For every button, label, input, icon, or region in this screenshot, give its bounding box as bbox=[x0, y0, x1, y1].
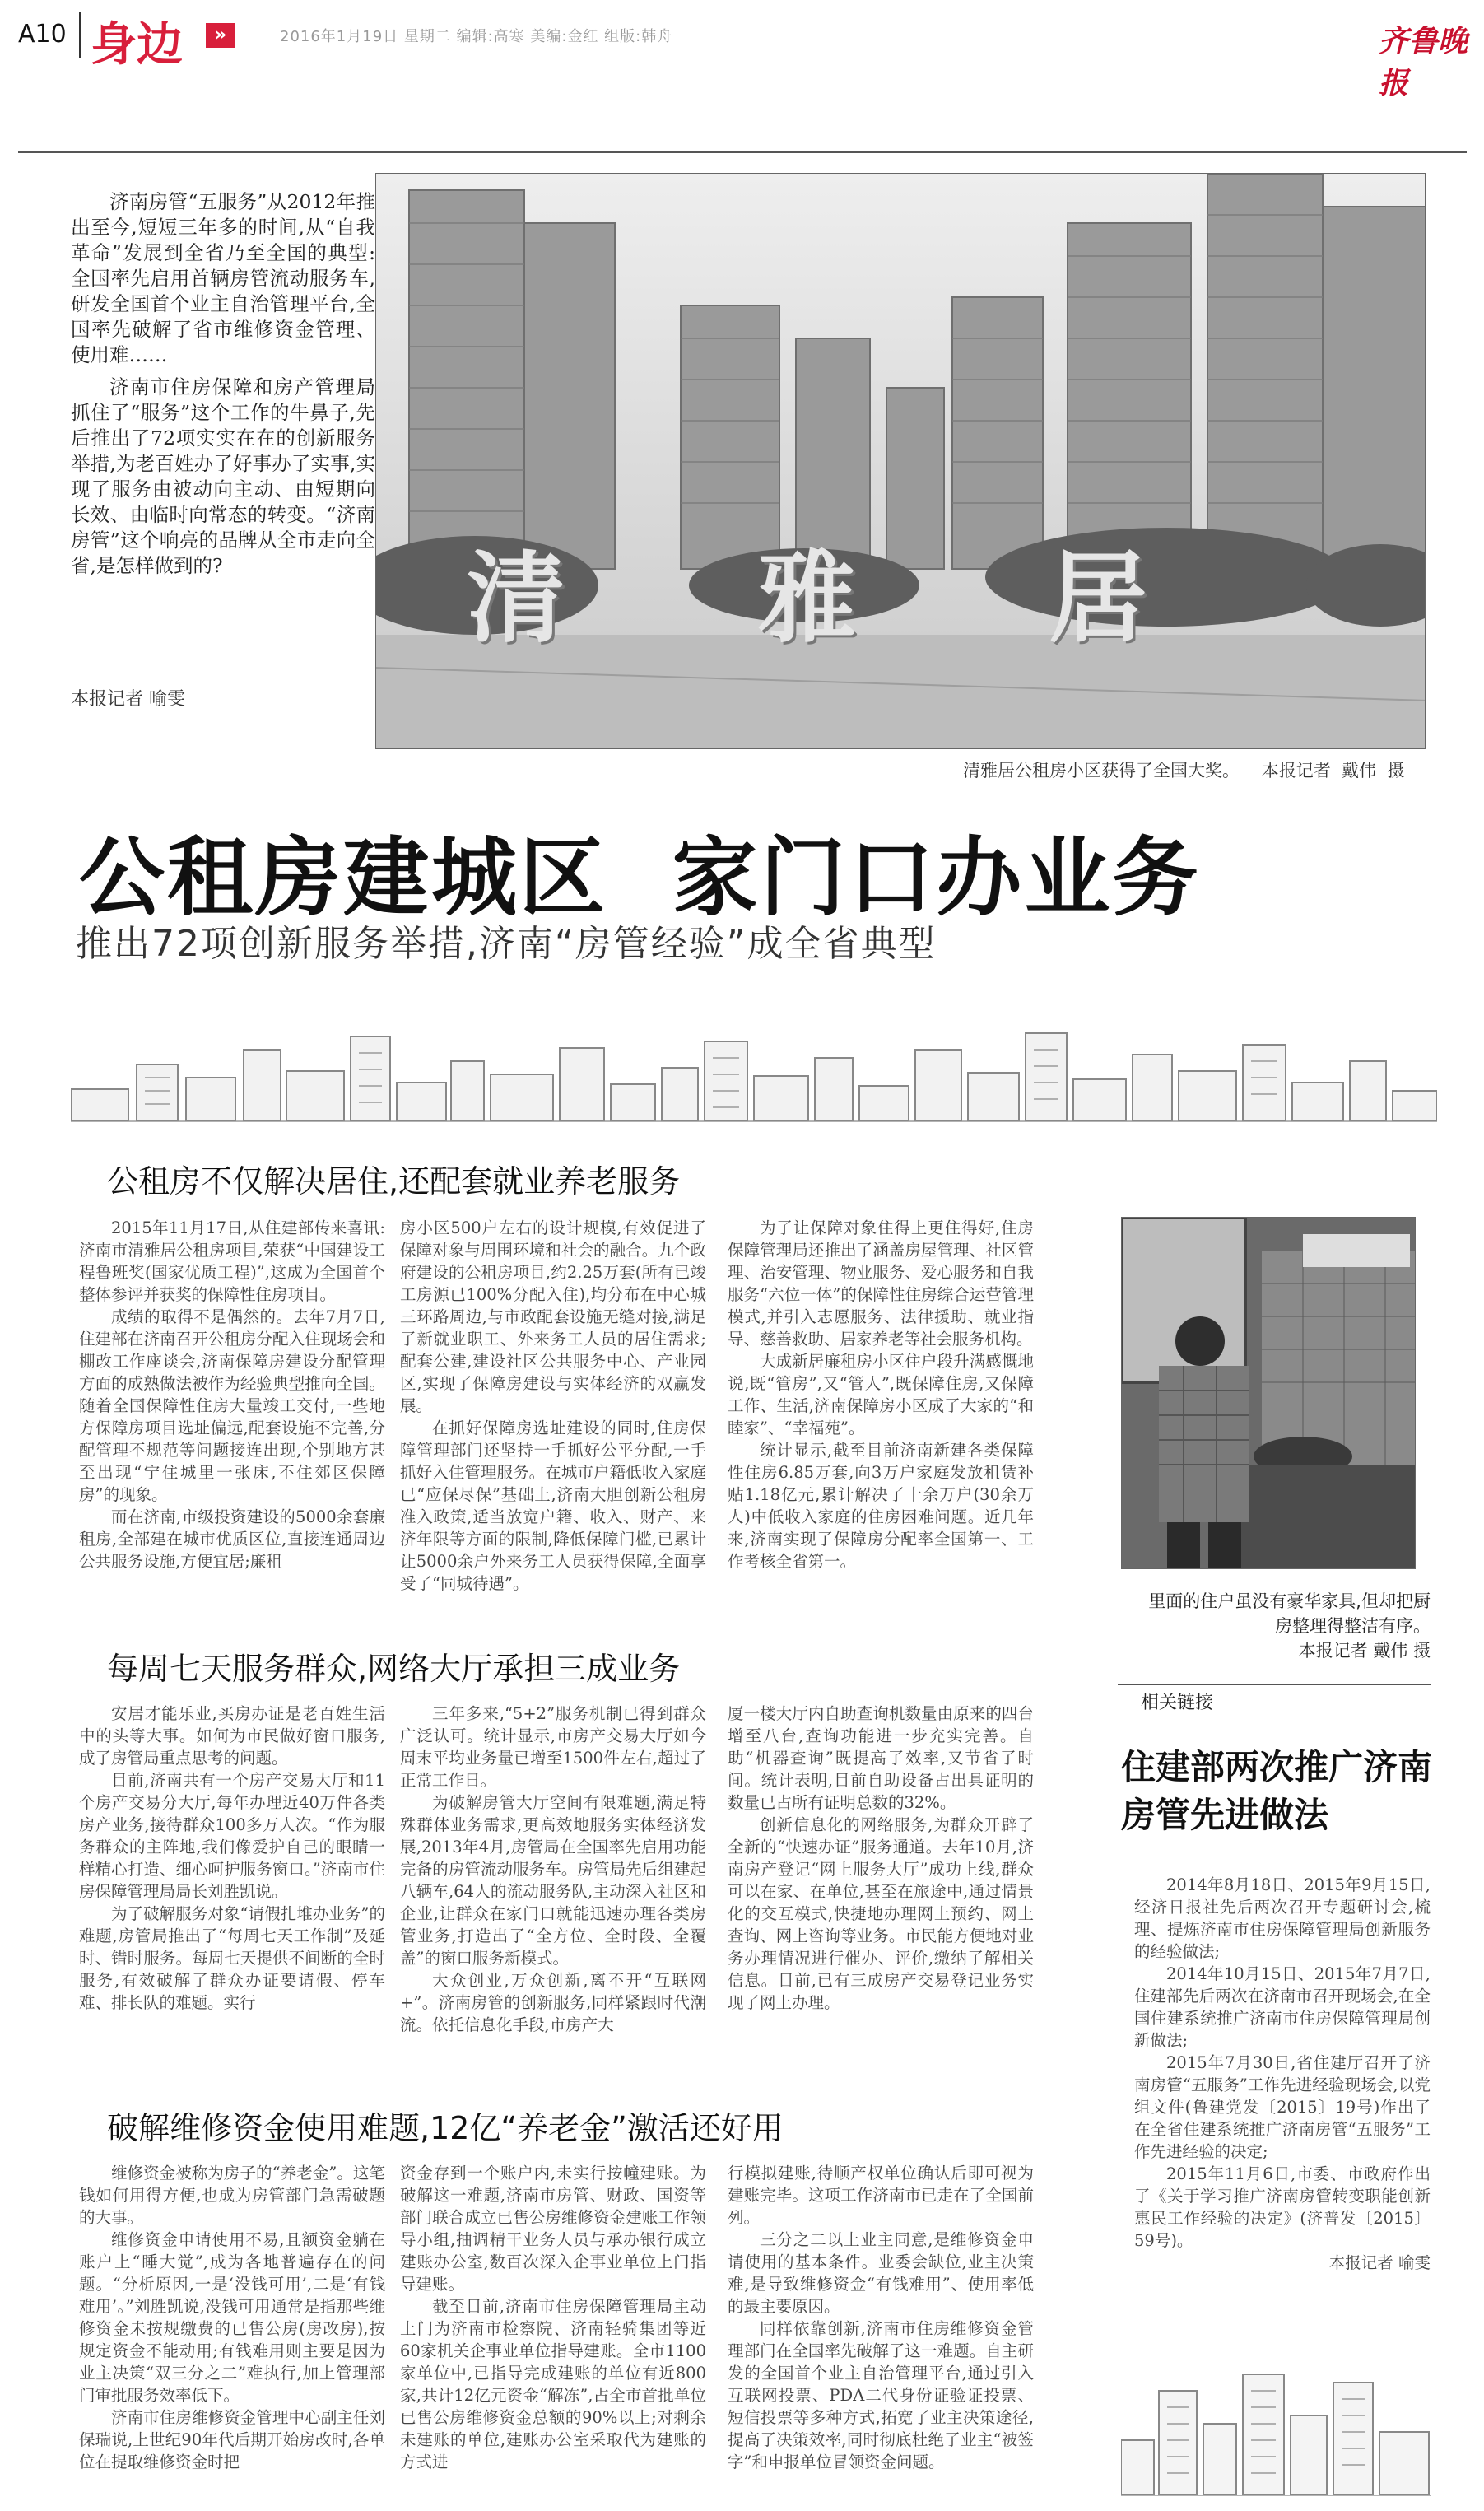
section2-column-2 bbox=[400, 1703, 706, 2036]
intro-reporter: 本报记者 喻雯 bbox=[71, 689, 185, 710]
newspaper-logo: 齐鲁晚报 bbox=[1379, 24, 1468, 100]
paragraph: 2015年7月30日,省住建厅召开了济南房管“五服务”工作先进经验现场会,以党组文件(鲁建党发〔2015〕19号)作出了在全省住建系统推广济南房管“五服务”工作先进经验的决定; bbox=[1134, 2053, 1431, 2161]
section3-column-1 bbox=[79, 2162, 385, 2473]
paragraph: 三年多来,“5+2”服务机制已得到群众广泛认可。统计显示,市房产交易大厅如今周末平均业务量已增至1500件左右,超过了正常工作日。 bbox=[400, 1704, 706, 1790]
paragraph: 创新信息化的网络服务,为群众开辟了全新的“快速办证”服务通道。去年10月,济南房产登记“网上服务大厅”成功上线,群众可以在家、在单位,甚至在旅途中,通过情景化的交互模式,快捷地办理网上预约、网上查询、网上咨询等业务。市民能方便地对业务办理情况进行催办、评价,缴纳了解相关信息。目前,已有三成房产交易登记业务实现了网上办理。 bbox=[728, 1815, 1034, 2012]
paragraph: 为了破解服务对象“请假扎堆办业务”的难题,房管局推出了“每周七天工作制”及延时、错时服务。每周七天提供不间断的全时服务,有效破解了群众办证要请假、停车难、排长队的难题。实行 bbox=[79, 1904, 385, 2012]
kitchen-photo bbox=[1121, 1217, 1416, 1569]
section2-column-1 bbox=[79, 1703, 385, 2014]
paragraph: 为破解房管大厅空间有限难题,满足特殊群体业务需求,更高效地服务实体经济发展,2013年4月,房管局在全国率先启用功能完备的房管流动服务车。房管局先后组建起八辆车,64人的流动服务队,主动深入社区和企业,让群众在家门口就能迅速办理各类房管业务,打造出了“全方位、全时段、全覆盖”的窗口服务新模式。 bbox=[400, 1793, 706, 1968]
photo-sign: 清 雅 居 bbox=[467, 542, 1189, 656]
subheadline: 推出72项创新服务举措,济南“房管经验”成全省典型 bbox=[76, 923, 937, 965]
paragraph: 成绩的取得不是偶然的。去年7月7日,住建部在济南召开公租房分配入住现场会和棚改工作座谈会,济南保障房建设分配管理方面的成熟做法被作为经验典型推向全国。随着全国保障性住房大量竣工交付,一些地方保障房项目选址偏远,配套设施不完善,分配管理不规范等问题接连出现,个别地方甚至出现“宁住城里一张床,不住郊区保障房”的现象。 bbox=[79, 1307, 385, 1504]
paragraph: 大成新居廉租房小区住户段升满感慨地说,既“管房”,又“管人”,既保障住房,又保障工作、生活,济南保障房小区成了大家的“和睦家”、“幸福苑”。 bbox=[728, 1352, 1034, 1437]
section2-column-3 bbox=[728, 1703, 1034, 2014]
paragraph: 2014年8月18日、2015年9月15日,经济日报社先后两次召开专题研讨会,梳理、提炼济南市住房保障管理局创新服务的经验做法; bbox=[1134, 1875, 1431, 1961]
page-number: A10 bbox=[18, 20, 67, 49]
header-rule bbox=[18, 151, 1467, 153]
paragraph: 维修资金申请使用不易,且额资金躺在账户上“睡大觉”,成为各地普遍存在的问题。“分析原因,一是‘没钱可用’,二是‘有钱难用’。”刘胜凯说,没钱可用通常是指那些维修资金未按规缴费的已售公房(房改房),按规定资金不能动用;有钱难用则主要是因为业主决策“双三分之二”难执行,加上管理部门审批服务效率低下。 bbox=[79, 2230, 385, 2405]
issue-meta: 2016年1月19日 星期二 编辑:高寒 美编:金红 组版:韩舟 bbox=[280, 28, 673, 45]
paragraph: 大众创业,万众创新,离不开“互联网+”。济南房管的创新服务,同样紧跟时代潮流。依托信息化手段,市房产大 bbox=[400, 1971, 706, 2034]
headline: 公租房建城区 家门口办业务 bbox=[79, 827, 1201, 928]
paragraph: 资金存到一个账户内,未实行按幢建账。为破解这一难题,济南市房管、财政、国资等部门联合成立已售公房维修资金建账工作领导小组,抽调精干业务人员与承办银行成立建账办公室,数百次深入企事业单位上门指导建账。 bbox=[400, 2164, 706, 2294]
skyline-divider bbox=[71, 1025, 1437, 1122]
paragraph: 济南市住房维修资金管理中心副主任刘保瑞说,上世纪90年代后期开始房改时,各单位在提取维修资金时把 bbox=[79, 2408, 385, 2471]
paragraph: 厦一楼大厅内自助查询机数量由原来的四台增至八台,查询功能进一步充实完善。自助“机器查询”既提高了效率,又节省了时间。统计表明,目前自助设备占出具证明的数量已占所有证明总数的32%。 bbox=[728, 1704, 1034, 1812]
paragraph: 维修资金被称为房子的“养老金”。这笔钱如何用得方便,也成为房管部门急需破题的大事。 bbox=[79, 2164, 385, 2227]
sidebar-body bbox=[1134, 1874, 1431, 2274]
paragraph: 在抓好保障房选址建设的同时,住房保障管理部门还坚持一手抓好公平分配,一手抓好入住管理服务。在城市户籍低收入家庭已“应保尽保”基础上,济南大胆创新公租房准入政策,适当放宽户籍、收入、财产、来济年限等方面的限制,降低保障门槛,已累计让5000余户外来务工人员获得保障,全面享受了“同城待遇”。 bbox=[400, 1419, 706, 1593]
intro-text bbox=[71, 189, 375, 585]
section1-column-3 bbox=[728, 1217, 1034, 1572]
paragraph: 而在济南,市级投资建设的5000余套廉租房,全部建在城市优质区位,直接连通周边公共服务设施,方便宜居;廉租 bbox=[79, 1507, 385, 1571]
related-links-tag bbox=[1118, 1684, 1431, 1713]
section-heading-service: 每周七天服务群众,网络大厅承担三成业务 bbox=[107, 1651, 681, 1687]
paragraph: 安居才能乐业,买房办证是老百姓生活中的头等大事。如何为市民做好窗口服务,成了房管局重点思考的问题。 bbox=[79, 1704, 385, 1768]
related-links-label: 相关链接 bbox=[1141, 1689, 1213, 1714]
section-title: 身边 bbox=[91, 18, 183, 72]
apartment-photo-illustration bbox=[376, 174, 1426, 749]
section1-column-2 bbox=[400, 1217, 706, 1595]
masthead-divider bbox=[79, 12, 81, 58]
kitchen-photo-illustration bbox=[1122, 1218, 1416, 1569]
section3-column-2 bbox=[400, 2162, 706, 2473]
intro-paragraph: 济南市住房保障和房产管理局抓住了“服务”这个工作的牛鼻子,先后推出了72项实实在在的创新服务举措,为老百姓办了好事办了实事,实现了服务由被动向主动、由短期向长效、由临时向常态的转变。“济南房管”这个响亮的品牌从全市走向全省,是怎样做到的? bbox=[71, 375, 375, 577]
section-heading-maintenance-fund: 破解维修资金使用难题,12亿“养老金”激活还好用 bbox=[107, 2110, 784, 2146]
paragraph: 2014年10月15日、2015年7月7日,住建部先后两次在济南市召开现场会,在全国住建系统推广济南市住房保障管理局创新做法; bbox=[1134, 1964, 1431, 2050]
paragraph: 同样依靠创新,济南市住房维修资金管理部门在全国率先破解了这一难题。自主研发的全国首个业主自治管理平台,通过引入互联网投票、PDA二代身份证验证投票、短信投票等多种方式,拓宽了业主决策途径,提高了决策效率,同时彻底杜绝了业主“被签字”和申报单位冒领资金问题。 bbox=[728, 2319, 1034, 2471]
section1-column-1 bbox=[79, 1217, 385, 1572]
sidebar-skyline-illustration bbox=[1121, 2358, 1431, 2496]
section-heading-housing: 公租房不仅解决居住,还配套就业养老服务 bbox=[107, 1163, 681, 1200]
paragraph: 截至目前,济南市住房保障管理局主动上门为济南市检察院、济南轻骑集团等近60家机关企事业单位指导建账。全市1100家单位中,已指导完成建账的单位有近800家,共计12亿元资金“解冻”,占全市首批单位已售公房维修资金总额的90%以上;对剩余未建账的单位,建账办公室采取代为建账的方式进 bbox=[400, 2297, 706, 2471]
paragraph: 2015年11月17日,从住建部传来喜讯:济南市清雅居公租房项目,荣获“中国建设工程鲁班奖(国家优质工程)”,这成为全国首个整体参评并获奖的保障性住房项目。 bbox=[79, 1218, 385, 1304]
main-photo-caption: 清雅居公租房小区获得了全国大奖。 本报记者 戴伟 摄 bbox=[963, 761, 1405, 780]
sidebar-reporter: 本报记者 喻雯 bbox=[1328, 2253, 1431, 2272]
kitchen-photo-caption: 里面的住户虽没有豪华家具,但却把厨房整理得整洁有序。 本报记者 戴伟 摄 bbox=[1148, 1591, 1431, 1661]
paragraph: 行模拟建账,待顺产权单位确认后即可视为建账完毕。这项工作济南市已走在了全国前列。 bbox=[728, 2164, 1034, 2227]
paragraph: 统计显示,截至目前济南新建各类保障性住房6.85万套,向3万户家庭发放租赁补贴1.18亿元,累计解决了十余万户(30余万人)中低收入家庭的住房困难问题。近几年来,济南实现了保障房分配率全国第一、工作考核全省第一。 bbox=[728, 1441, 1034, 1571]
paragraph: 为了让保障对象住得上更住得好,住房保障管理局还推出了涵盖房屋管理、社区管理、治安管理、物业服务、爱心服务和自我服务“六位一体”的保障性住房综合运营管理模式,并引入志愿服务、法律援助、就业指导、慈善救助、居家养老等社会服务机构。 bbox=[728, 1218, 1034, 1349]
section3-column-3 bbox=[728, 2162, 1034, 2473]
paragraph: 房小区500户左右的设计规模,有效促进了保障对象与周围环境和社会的融合。九个政府建设的公租房项目,约2.25万套(所有已竣工房源已100%分配入住),均分布在中心城三环路周边,与市政配套设施无缝对接,满足了新就业职工、外来务工人员的居住需求;配套公建,建设社区公共服务中心、产业园区,实现了保障房建设与实体经济的双赢发展。 bbox=[400, 1218, 706, 1415]
main-photo bbox=[375, 173, 1426, 749]
paragraph: 2015年11月6日,市委、市政府作出了《关于学习推广济南房管转变职能创新惠民工作经验的决定》(济普发〔2015〕59号)。 bbox=[1134, 2164, 1431, 2250]
intro-paragraph: 济南房管“五服务”从2012年推出至今,短短三年多的时间,从“自我革命”发展到全省乃至全国的典型:全国率先启用首辆房管流动服务车,研发全国首个业主自治管理平台,全国率先破解了省市维修资金管理、使用难…… bbox=[71, 190, 375, 366]
double-chevron-icon: » bbox=[206, 23, 235, 48]
sidebar-title: 住建部两次推广济南房管先进做法 bbox=[1121, 1747, 1433, 1835]
paragraph: 三分之二以上业主同意,是维修资金申请使用的基本条件。业委会缺位,业主决策难,是导致维修资金“有钱难用”、使用率低的最主要原因。 bbox=[728, 2230, 1034, 2316]
paragraph: 目前,济南共有一个房产交易大厅和11个房产交易分大厅,每年办理近40万件各类房产业务,接待群众100多万人次。“作为服务群众的主阵地,我们像爱护自己的眼睛一样精心打造、细心呵护服务窗口。”济南市住房保障管理局局长刘胜凯说。 bbox=[79, 1771, 385, 1901]
